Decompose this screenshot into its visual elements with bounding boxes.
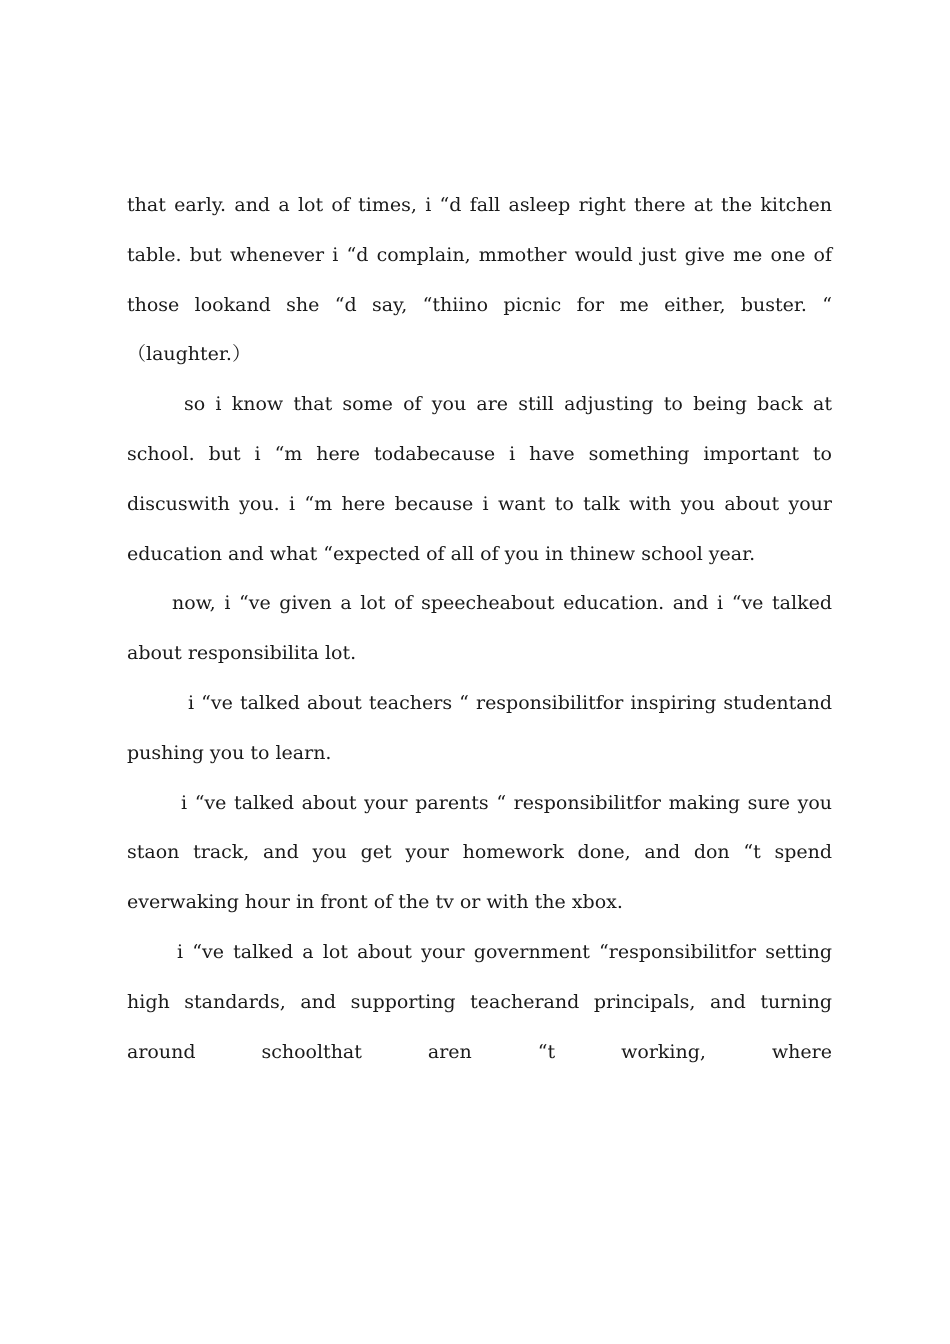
body-text bbox=[127, 181, 832, 1077]
paragraph: i “ve talked about your parents “ responsibilitfor making sure you staon track, and you get your homework done, and don “t spend everwaking hour in front of the tv or with the xbox. bbox=[127, 791, 832, 914]
paragraph: i “ve talked about teachers “ responsibilitfor inspiring studentand pushing you to learn. bbox=[127, 691, 832, 764]
paragraph: now, i “ve given a lot of speecheabout education. and i “ve talked about responsibilita lot. bbox=[127, 592, 832, 665]
paragraph: i “ve talked a lot about your government “responsibilitfor setting high standards, and supporting teacherand principals, and turning around schoolthat aren “t working, where bbox=[127, 940, 832, 1063]
paragraph: so i know that some of you are still adjusting to being back at school. but i “m here todabecause i have something important to discuswith you. i “m here because i want to talk with you about your education and what “expected of all of you in thinew school year. bbox=[127, 393, 832, 565]
paragraph: that early. and a lot of times, i “d fall asleep right there at the kitchen table. but whenever i “d complain, mmother would just give me one of those lookand she “d say, “thiino picnic for me either, buster. “ （laughter.） bbox=[127, 194, 832, 366]
